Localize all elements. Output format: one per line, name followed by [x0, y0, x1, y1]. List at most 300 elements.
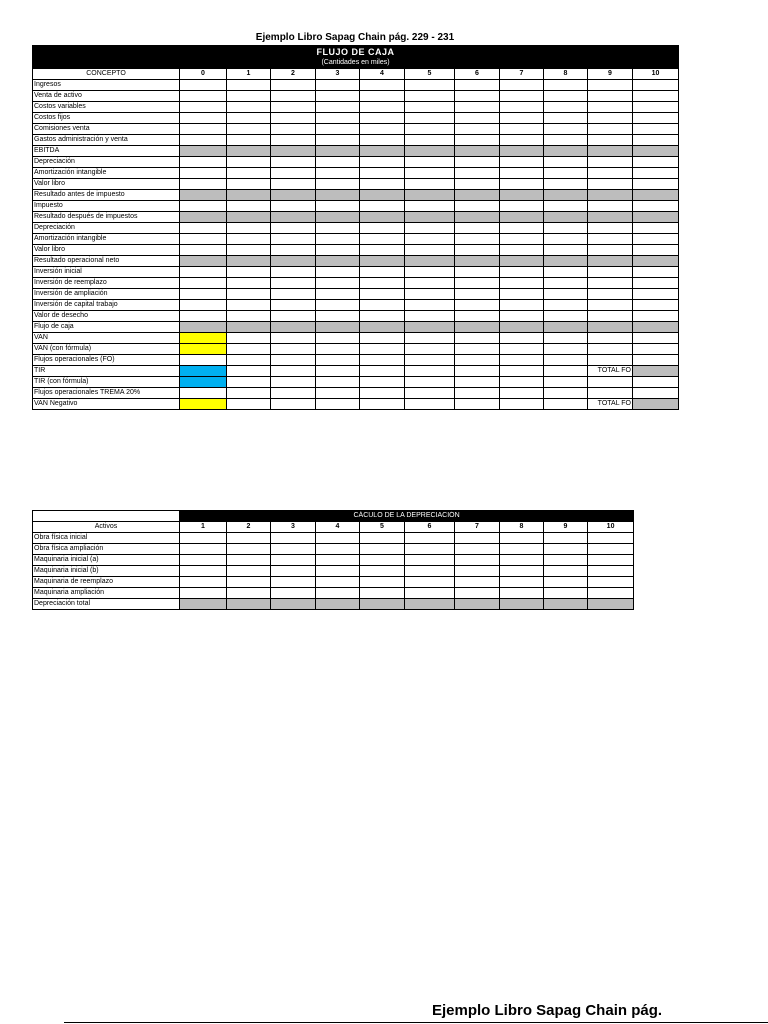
value-cell[interactable]	[544, 91, 588, 102]
value-cell[interactable]	[316, 322, 360, 333]
value-cell[interactable]	[544, 300, 588, 311]
value-cell[interactable]	[405, 135, 455, 146]
value-cell[interactable]	[500, 91, 544, 102]
value-cell[interactable]	[455, 168, 500, 179]
value-cell[interactable]	[544, 289, 588, 300]
dep-value-cell[interactable]	[500, 555, 544, 566]
value-cell[interactable]	[360, 245, 405, 256]
dep-value-cell[interactable]	[500, 544, 544, 555]
dep-value-cell[interactable]	[405, 544, 455, 555]
dep-value-cell[interactable]	[455, 555, 500, 566]
value-cell[interactable]	[227, 311, 271, 322]
van-formula-value-cell[interactable]	[180, 344, 227, 355]
value-cell[interactable]	[633, 157, 679, 168]
value-cell[interactable]	[180, 223, 227, 234]
value-cell[interactable]	[500, 245, 544, 256]
fo-trema-value-cell[interactable]	[180, 388, 227, 399]
dep-value-cell[interactable]	[180, 566, 227, 577]
value-cell[interactable]	[500, 168, 544, 179]
fo-value-cell[interactable]	[544, 355, 588, 366]
dep-value-cell[interactable]	[316, 555, 360, 566]
value-cell[interactable]	[633, 80, 679, 91]
value-cell[interactable]	[633, 135, 679, 146]
value-cell[interactable]	[316, 146, 360, 157]
value-cell[interactable]	[588, 124, 633, 135]
value-cell[interactable]	[500, 124, 544, 135]
value-cell[interactable]	[455, 278, 500, 289]
value-cell[interactable]	[271, 267, 316, 278]
value-cell[interactable]	[405, 245, 455, 256]
value-cell[interactable]	[316, 278, 360, 289]
value-cell[interactable]	[633, 212, 679, 223]
value-cell[interactable]	[544, 322, 588, 333]
value-cell[interactable]	[500, 157, 544, 168]
value-cell[interactable]	[316, 234, 360, 245]
dep-value-cell[interactable]	[316, 588, 360, 599]
value-cell[interactable]	[544, 113, 588, 124]
value-cell[interactable]	[633, 267, 679, 278]
value-cell[interactable]	[544, 124, 588, 135]
value-cell[interactable]	[405, 201, 455, 212]
value-cell[interactable]	[360, 80, 405, 91]
value-cell[interactable]	[544, 267, 588, 278]
value-cell[interactable]	[588, 289, 633, 300]
value-cell[interactable]	[455, 322, 500, 333]
value-cell[interactable]	[271, 278, 316, 289]
value-cell[interactable]	[316, 179, 360, 190]
dep-value-cell[interactable]	[316, 599, 360, 610]
value-cell[interactable]	[227, 289, 271, 300]
value-cell[interactable]	[360, 256, 405, 267]
value-cell[interactable]	[271, 113, 316, 124]
dep-value-cell[interactable]	[405, 577, 455, 588]
value-cell[interactable]	[360, 267, 405, 278]
value-cell[interactable]	[544, 157, 588, 168]
value-cell[interactable]	[227, 212, 271, 223]
value-cell[interactable]	[544, 146, 588, 157]
value-cell[interactable]	[227, 168, 271, 179]
value-cell[interactable]	[227, 267, 271, 278]
value-cell[interactable]	[544, 245, 588, 256]
value-cell[interactable]	[588, 278, 633, 289]
dep-value-cell[interactable]	[455, 544, 500, 555]
value-cell[interactable]	[360, 300, 405, 311]
value-cell[interactable]	[271, 179, 316, 190]
value-cell[interactable]	[455, 300, 500, 311]
value-cell[interactable]	[180, 322, 227, 333]
value-cell[interactable]	[180, 157, 227, 168]
value-cell[interactable]	[360, 91, 405, 102]
value-cell[interactable]	[455, 201, 500, 212]
dep-value-cell[interactable]	[227, 588, 271, 599]
value-cell[interactable]	[633, 179, 679, 190]
value-cell[interactable]	[544, 311, 588, 322]
value-cell[interactable]	[588, 223, 633, 234]
value-cell[interactable]	[271, 245, 316, 256]
fo-trema-value-cell[interactable]	[405, 388, 455, 399]
value-cell[interactable]	[405, 223, 455, 234]
value-cell[interactable]	[360, 234, 405, 245]
value-cell[interactable]	[271, 223, 316, 234]
dep-value-cell[interactable]	[500, 588, 544, 599]
dep-value-cell[interactable]	[227, 533, 271, 544]
dep-value-cell[interactable]	[544, 544, 588, 555]
fo-trema-value-cell[interactable]	[360, 388, 405, 399]
value-cell[interactable]	[544, 278, 588, 289]
dep-value-cell[interactable]	[544, 533, 588, 544]
value-cell[interactable]	[271, 201, 316, 212]
value-cell[interactable]	[227, 322, 271, 333]
value-cell[interactable]	[405, 91, 455, 102]
dep-value-cell[interactable]	[588, 599, 634, 610]
value-cell[interactable]	[405, 267, 455, 278]
dep-value-cell[interactable]	[227, 566, 271, 577]
value-cell[interactable]	[500, 102, 544, 113]
value-cell[interactable]	[405, 212, 455, 223]
dep-value-cell[interactable]	[588, 544, 634, 555]
value-cell[interactable]	[500, 146, 544, 157]
value-cell[interactable]	[455, 135, 500, 146]
value-cell[interactable]	[180, 212, 227, 223]
dep-value-cell[interactable]	[588, 555, 634, 566]
value-cell[interactable]	[455, 289, 500, 300]
dep-value-cell[interactable]	[455, 533, 500, 544]
value-cell[interactable]	[405, 234, 455, 245]
dep-value-cell[interactable]	[405, 599, 455, 610]
dep-value-cell[interactable]	[455, 566, 500, 577]
value-cell[interactable]	[271, 190, 316, 201]
dep-value-cell[interactable]	[316, 577, 360, 588]
tir-value-cell[interactable]	[180, 366, 227, 377]
dep-value-cell[interactable]	[360, 599, 405, 610]
value-cell[interactable]	[316, 124, 360, 135]
value-cell[interactable]	[588, 256, 633, 267]
dep-value-cell[interactable]	[316, 566, 360, 577]
value-cell[interactable]	[455, 311, 500, 322]
fo-value-cell[interactable]	[180, 355, 227, 366]
fo-value-cell[interactable]	[455, 355, 500, 366]
dep-value-cell[interactable]	[405, 566, 455, 577]
value-cell[interactable]	[633, 91, 679, 102]
value-cell[interactable]	[316, 135, 360, 146]
value-cell[interactable]	[500, 80, 544, 91]
van-negative-value-cell[interactable]	[180, 399, 227, 410]
value-cell[interactable]	[180, 201, 227, 212]
value-cell[interactable]	[405, 256, 455, 267]
fo-trema-value-cell[interactable]	[588, 388, 633, 399]
dep-value-cell[interactable]	[360, 588, 405, 599]
dep-value-cell[interactable]	[180, 544, 227, 555]
value-cell[interactable]	[588, 168, 633, 179]
value-cell[interactable]	[633, 168, 679, 179]
value-cell[interactable]	[227, 223, 271, 234]
value-cell[interactable]	[633, 245, 679, 256]
value-cell[interactable]	[227, 80, 271, 91]
value-cell[interactable]	[180, 124, 227, 135]
fo-value-cell[interactable]	[500, 355, 544, 366]
value-cell[interactable]	[500, 300, 544, 311]
value-cell[interactable]	[588, 80, 633, 91]
value-cell[interactable]	[455, 146, 500, 157]
value-cell[interactable]	[180, 102, 227, 113]
value-cell[interactable]	[588, 267, 633, 278]
value-cell[interactable]	[271, 80, 316, 91]
value-cell[interactable]	[227, 300, 271, 311]
value-cell[interactable]	[316, 212, 360, 223]
fo-trema-value-cell[interactable]	[316, 388, 360, 399]
value-cell[interactable]	[316, 201, 360, 212]
value-cell[interactable]	[405, 146, 455, 157]
value-cell[interactable]	[455, 179, 500, 190]
dep-value-cell[interactable]	[455, 599, 500, 610]
fo-value-cell[interactable]	[405, 355, 455, 366]
value-cell[interactable]	[271, 102, 316, 113]
dep-value-cell[interactable]	[544, 599, 588, 610]
dep-value-cell[interactable]	[405, 555, 455, 566]
value-cell[interactable]	[180, 278, 227, 289]
fo-trema-value-cell[interactable]	[227, 388, 271, 399]
value-cell[interactable]	[227, 179, 271, 190]
value-cell[interactable]	[500, 234, 544, 245]
fo-trema-value-cell[interactable]	[633, 388, 679, 399]
value-cell[interactable]	[544, 256, 588, 267]
dep-value-cell[interactable]	[544, 555, 588, 566]
dep-value-cell[interactable]	[360, 544, 405, 555]
value-cell[interactable]	[180, 300, 227, 311]
value-cell[interactable]	[405, 113, 455, 124]
value-cell[interactable]	[500, 311, 544, 322]
value-cell[interactable]	[180, 113, 227, 124]
value-cell[interactable]	[455, 102, 500, 113]
value-cell[interactable]	[180, 146, 227, 157]
value-cell[interactable]	[180, 135, 227, 146]
value-cell[interactable]	[360, 157, 405, 168]
fo-trema-value-cell[interactable]	[271, 388, 316, 399]
value-cell[interactable]	[455, 124, 500, 135]
value-cell[interactable]	[405, 168, 455, 179]
value-cell[interactable]	[455, 91, 500, 102]
value-cell[interactable]	[316, 223, 360, 234]
value-cell[interactable]	[316, 80, 360, 91]
value-cell[interactable]	[455, 234, 500, 245]
dep-value-cell[interactable]	[227, 599, 271, 610]
value-cell[interactable]	[227, 234, 271, 245]
value-cell[interactable]	[271, 124, 316, 135]
dep-value-cell[interactable]	[544, 566, 588, 577]
value-cell[interactable]	[588, 179, 633, 190]
value-cell[interactable]	[633, 124, 679, 135]
value-cell[interactable]	[227, 102, 271, 113]
dep-value-cell[interactable]	[227, 555, 271, 566]
value-cell[interactable]	[316, 300, 360, 311]
value-cell[interactable]	[500, 256, 544, 267]
value-cell[interactable]	[180, 80, 227, 91]
dep-value-cell[interactable]	[360, 577, 405, 588]
value-cell[interactable]	[544, 102, 588, 113]
dep-value-cell[interactable]	[588, 533, 634, 544]
value-cell[interactable]	[544, 201, 588, 212]
value-cell[interactable]	[227, 146, 271, 157]
value-cell[interactable]	[500, 201, 544, 212]
value-cell[interactable]	[633, 278, 679, 289]
value-cell[interactable]	[180, 179, 227, 190]
value-cell[interactable]	[588, 300, 633, 311]
fo-trema-value-cell[interactable]	[500, 388, 544, 399]
value-cell[interactable]	[544, 212, 588, 223]
value-cell[interactable]	[405, 80, 455, 91]
value-cell[interactable]	[180, 234, 227, 245]
fo-value-cell[interactable]	[227, 355, 271, 366]
value-cell[interactable]	[227, 201, 271, 212]
value-cell[interactable]	[500, 179, 544, 190]
dep-value-cell[interactable]	[544, 577, 588, 588]
value-cell[interactable]	[271, 135, 316, 146]
dep-value-cell[interactable]	[360, 555, 405, 566]
value-cell[interactable]	[360, 322, 405, 333]
value-cell[interactable]	[227, 190, 271, 201]
fo-value-cell[interactable]	[360, 355, 405, 366]
value-cell[interactable]	[316, 245, 360, 256]
dep-value-cell[interactable]	[588, 588, 634, 599]
value-cell[interactable]	[544, 234, 588, 245]
value-cell[interactable]	[180, 91, 227, 102]
value-cell[interactable]	[180, 256, 227, 267]
value-cell[interactable]	[271, 157, 316, 168]
value-cell[interactable]	[316, 91, 360, 102]
value-cell[interactable]	[500, 212, 544, 223]
value-cell[interactable]	[455, 223, 500, 234]
value-cell[interactable]	[316, 113, 360, 124]
value-cell[interactable]	[588, 311, 633, 322]
value-cell[interactable]	[227, 113, 271, 124]
total-fo-value-cell[interactable]	[633, 399, 679, 410]
value-cell[interactable]	[360, 179, 405, 190]
value-cell[interactable]	[360, 223, 405, 234]
value-cell[interactable]	[360, 212, 405, 223]
value-cell[interactable]	[360, 201, 405, 212]
value-cell[interactable]	[455, 267, 500, 278]
value-cell[interactable]	[227, 135, 271, 146]
dep-value-cell[interactable]	[227, 544, 271, 555]
value-cell[interactable]	[405, 300, 455, 311]
value-cell[interactable]	[180, 267, 227, 278]
value-cell[interactable]	[180, 289, 227, 300]
value-cell[interactable]	[544, 80, 588, 91]
dep-value-cell[interactable]	[271, 533, 316, 544]
total-fo-value-cell[interactable]	[633, 366, 679, 377]
value-cell[interactable]	[500, 278, 544, 289]
value-cell[interactable]	[588, 245, 633, 256]
dep-value-cell[interactable]	[405, 533, 455, 544]
value-cell[interactable]	[271, 322, 316, 333]
value-cell[interactable]	[633, 102, 679, 113]
value-cell[interactable]	[455, 80, 500, 91]
dep-value-cell[interactable]	[271, 566, 316, 577]
value-cell[interactable]	[500, 113, 544, 124]
value-cell[interactable]	[500, 267, 544, 278]
value-cell[interactable]	[500, 135, 544, 146]
dep-value-cell[interactable]	[271, 588, 316, 599]
value-cell[interactable]	[633, 256, 679, 267]
value-cell[interactable]	[316, 311, 360, 322]
dep-value-cell[interactable]	[455, 577, 500, 588]
value-cell[interactable]	[588, 146, 633, 157]
value-cell[interactable]	[633, 311, 679, 322]
fo-trema-value-cell[interactable]	[455, 388, 500, 399]
value-cell[interactable]	[588, 135, 633, 146]
value-cell[interactable]	[360, 190, 405, 201]
value-cell[interactable]	[455, 113, 500, 124]
value-cell[interactable]	[405, 322, 455, 333]
value-cell[interactable]	[360, 102, 405, 113]
dep-value-cell[interactable]	[500, 577, 544, 588]
value-cell[interactable]	[405, 311, 455, 322]
value-cell[interactable]	[405, 102, 455, 113]
value-cell[interactable]	[633, 322, 679, 333]
value-cell[interactable]	[455, 190, 500, 201]
value-cell[interactable]	[544, 190, 588, 201]
dep-value-cell[interactable]	[180, 555, 227, 566]
value-cell[interactable]	[316, 267, 360, 278]
value-cell[interactable]	[360, 289, 405, 300]
dep-value-cell[interactable]	[316, 533, 360, 544]
value-cell[interactable]	[500, 289, 544, 300]
fo-value-cell[interactable]	[316, 355, 360, 366]
value-cell[interactable]	[544, 135, 588, 146]
value-cell[interactable]	[405, 124, 455, 135]
value-cell[interactable]	[316, 190, 360, 201]
value-cell[interactable]	[271, 300, 316, 311]
value-cell[interactable]	[360, 113, 405, 124]
fo-value-cell[interactable]	[633, 355, 679, 366]
dep-value-cell[interactable]	[271, 555, 316, 566]
value-cell[interactable]	[405, 179, 455, 190]
dep-value-cell[interactable]	[271, 599, 316, 610]
dep-value-cell[interactable]	[500, 566, 544, 577]
value-cell[interactable]	[500, 223, 544, 234]
dep-value-cell[interactable]	[316, 544, 360, 555]
value-cell[interactable]	[633, 223, 679, 234]
value-cell[interactable]	[271, 234, 316, 245]
fo-trema-value-cell[interactable]	[544, 388, 588, 399]
value-cell[interactable]	[544, 168, 588, 179]
value-cell[interactable]	[455, 245, 500, 256]
dep-value-cell[interactable]	[588, 566, 634, 577]
tir-formula-value-cell[interactable]	[180, 377, 227, 388]
value-cell[interactable]	[588, 322, 633, 333]
value-cell[interactable]	[227, 91, 271, 102]
value-cell[interactable]	[633, 289, 679, 300]
value-cell[interactable]	[455, 256, 500, 267]
fo-value-cell[interactable]	[588, 355, 633, 366]
value-cell[interactable]	[633, 146, 679, 157]
value-cell[interactable]	[588, 102, 633, 113]
dep-value-cell[interactable]	[271, 577, 316, 588]
value-cell[interactable]	[405, 190, 455, 201]
dep-value-cell[interactable]	[180, 533, 227, 544]
value-cell[interactable]	[180, 168, 227, 179]
dep-value-cell[interactable]	[500, 599, 544, 610]
value-cell[interactable]	[360, 135, 405, 146]
value-cell[interactable]	[180, 245, 227, 256]
value-cell[interactable]	[227, 278, 271, 289]
value-cell[interactable]	[316, 157, 360, 168]
dep-value-cell[interactable]	[360, 566, 405, 577]
value-cell[interactable]	[405, 278, 455, 289]
value-cell[interactable]	[588, 201, 633, 212]
dep-value-cell[interactable]	[405, 588, 455, 599]
value-cell[interactable]	[405, 157, 455, 168]
